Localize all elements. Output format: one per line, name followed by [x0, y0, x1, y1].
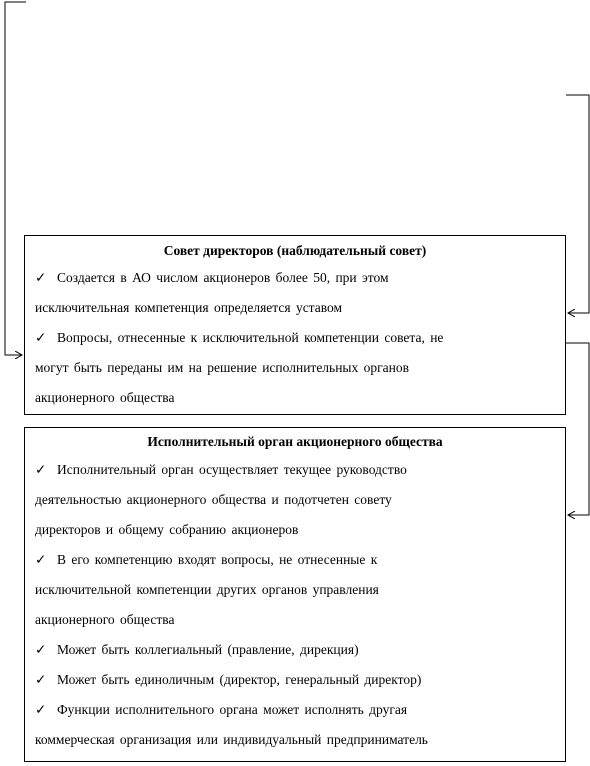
executive-line-6: акционерного общества — [35, 612, 175, 627]
executive-line-9: ✓ Функции исполнительного органа может исполнять другая — [35, 702, 408, 717]
left-connector-arrow — [5, 2, 26, 355]
right-connector-arrow-board — [566, 95, 589, 313]
executive-line-5: исключительной компетенции других органов управления — [35, 582, 379, 597]
board-line-3: ✓ Вопросы, отнесенные к исключительной компетенции совета, не — [35, 330, 444, 345]
board-line-4: могут быть переданы им на решение исполнительных органов — [35, 360, 409, 375]
check-icon: ✓ — [35, 702, 47, 717]
check-icon: ✓ — [35, 552, 47, 567]
board-line-1: ✓ Создается в АО числом акционеров более 50, при этом — [35, 270, 389, 285]
board-line-5: акционерного общества — [35, 390, 175, 405]
check-icon: ✓ — [35, 672, 47, 687]
executive-line-2: деятельностью акционерного общества и подотчетен совету — [35, 492, 392, 507]
executive-line-7: ✓ Может быть коллегиальный (правление, дирекция) — [35, 642, 359, 657]
executive-title: Исполнительный орган акционерного общества — [147, 434, 443, 449]
check-icon: ✓ — [35, 330, 47, 345]
board-title: Совет директоров (наблюдательный совет) — [163, 243, 427, 258]
check-icon: ✓ — [35, 270, 47, 285]
right-connector-arrow-executive — [566, 343, 589, 515]
executive-body-box — [24, 427, 566, 762]
executive-line-3: директоров и общему собранию акционеров — [35, 522, 299, 537]
executive-line-8: ✓ Может быть единоличным (директор, генеральный директор) — [35, 672, 422, 687]
executive-line-1: ✓ Исполнительный орган осуществляет текущее руководство — [35, 462, 407, 477]
check-icon: ✓ — [35, 642, 47, 657]
executive-line-4: ✓ В его компетенцию входят вопросы, не отнесенные к — [35, 552, 378, 567]
board-of-directors-box — [24, 235, 566, 415]
board-line-2: исключительная компетенция определяется уставом — [35, 300, 343, 315]
executive-line-10: коммерческая организация или индивидуальный предприниматель — [35, 732, 428, 747]
check-icon: ✓ — [35, 462, 47, 477]
